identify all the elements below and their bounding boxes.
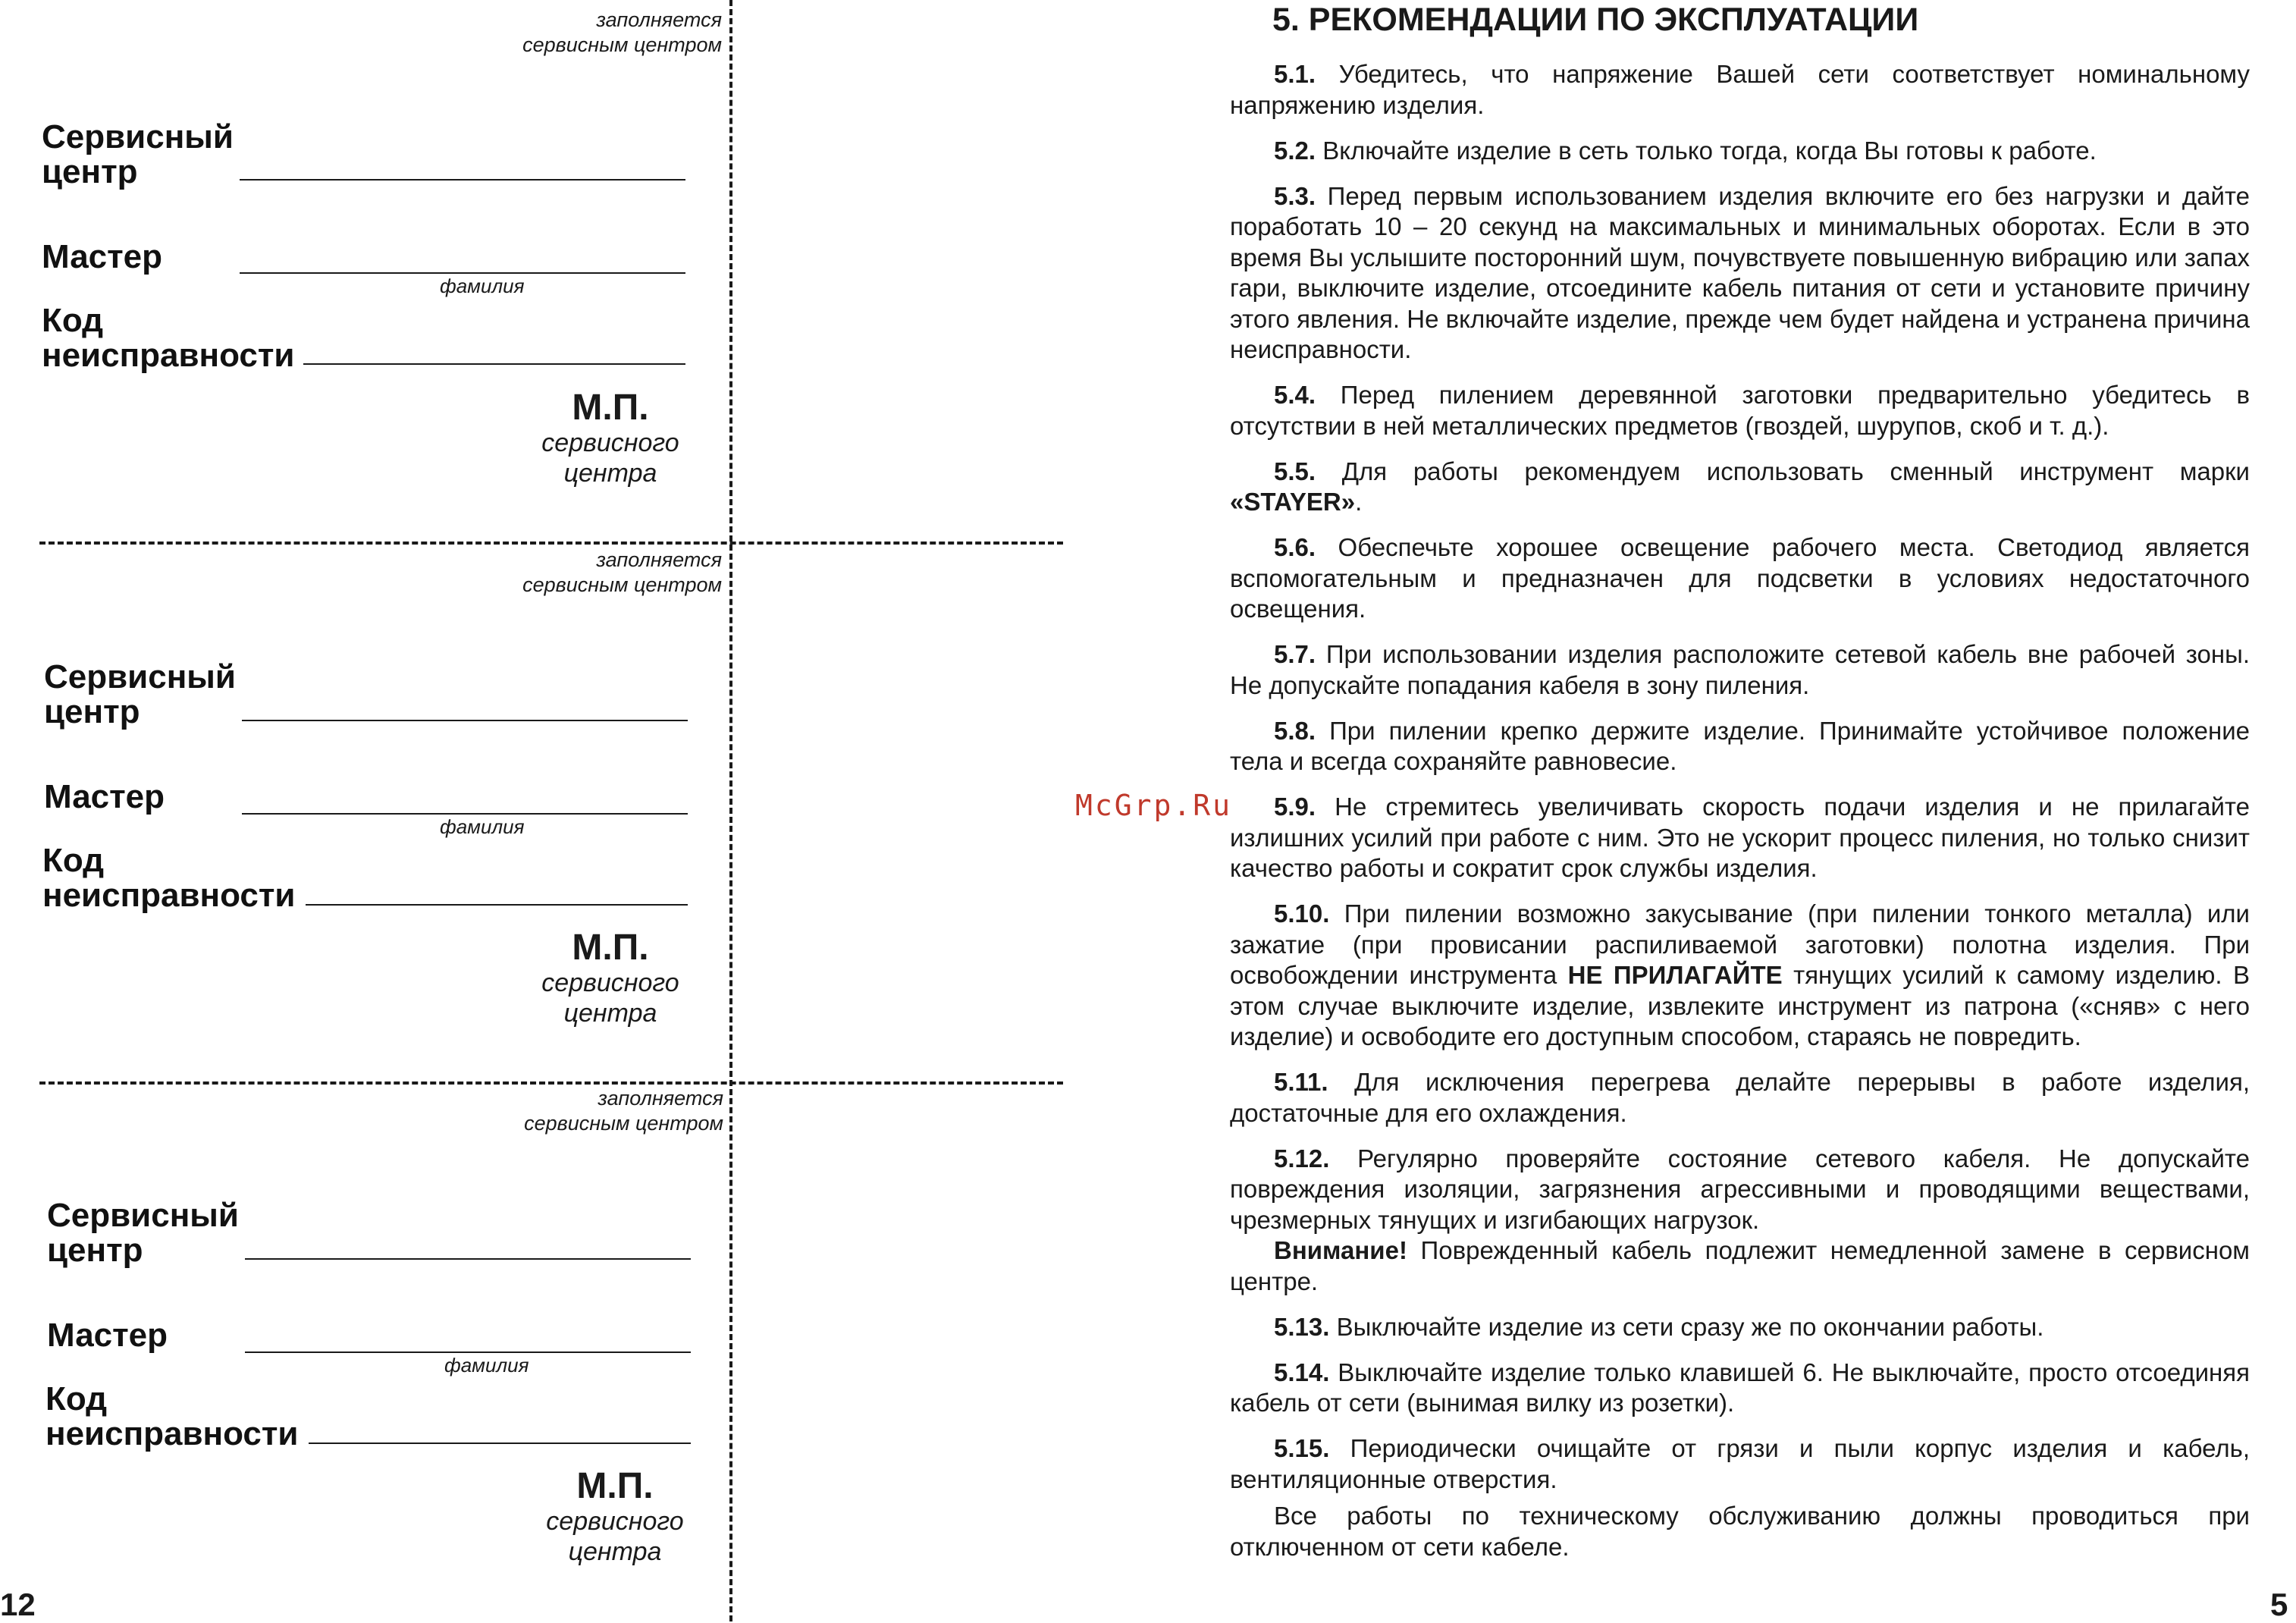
service-center-line[interactable] [245, 1258, 691, 1260]
watermark: McGrp.Ru [1075, 789, 1233, 822]
fault-code-line[interactable] [306, 904, 688, 906]
item-5-1: 5.1. Убедитесь, что напряжение Вашей сети соответствует номинальному напряжению изделия. [1230, 60, 2250, 119]
service-coupon [0, 0, 728, 531]
item-5-12: 5.12. Регулярно проверяйте состояние сетевого кабеля. Не допускайте повреждения изоляции, загрязнения агрессивными и проводящими веществами, чрезмерных тянущих и изгибающих нагрузок. [1230, 1144, 2250, 1234]
vertical-cut-line [729, 0, 732, 1621]
closing-paragraph: Все работы по техническому обслуживанию должны проводиться при отключенном от сети кабеле. [1230, 1502, 2250, 1561]
warning-note: Внимание! Поврежденный кабель подлежит немедленной замене в сервисном центре. [1230, 1236, 2250, 1295]
item-5-4: 5.4. Перед пилением деревянной заготовки предварительно убедитесь в отсутствии в ней металлических предметов (гвоздей, шурупов, скоб и т. д.). [1230, 381, 2251, 440]
service-coupon [0, 540, 728, 1071]
service-center-line[interactable] [242, 720, 688, 721]
fault-code-label: Код неисправности [45, 1380, 299, 1452]
item-5-15: 5.15. Периодически очищайте от грязи и пыли корпус изделия и кабель, вентиляционные отверстия. [1230, 1434, 2250, 1493]
service-center-label: Сервисный центр [44, 658, 236, 730]
stamp-area: М.П. сервисного центра [541, 928, 679, 1028]
fault-code-label: Код неисправности [42, 302, 295, 374]
item-5-7: 5.7. При использовании изделия расположите сетевой кабель вне рабочей зоны. Не допускайте попадания кабеля в зону пиления. [1230, 640, 2250, 699]
fault-code-line[interactable] [309, 1442, 691, 1444]
right-page-number: 5 [2270, 1587, 2288, 1622]
item-5-3: 5.3. Перед первым использованием изделия включите его без нагрузки и дайте поработать 10 – 20 секунд на максимальных и минимальных оборотах. Если в это время Вы услышите посторонний шум, почувствуете повышенную вибрацию или запах гари, выключите изделие, отсоедините кабель питания от сети и установите причину этого явления. Не включайте изделие, прежде чем будет найдена и устранена причина неисправности. [1230, 181, 2250, 363]
fill-note: заполняется сервисным центром [522, 548, 722, 596]
master-line[interactable] [242, 813, 688, 815]
item-5-5: 5.5. Для работы рекомендуем использовать сменный инструмент марки «STAYER». [1230, 457, 2250, 516]
fault-code-label: Код неисправности [42, 842, 296, 914]
item-5-13: 5.13. Выключайте изделие из сети сразу же по окончании работы. [1274, 1312, 2044, 1341]
stamp-area: М.П. сервисного центра [546, 1466, 684, 1566]
item-5-2: 5.2. Включайте изделие в сеть только тогда, когда Вы готовы к работе. [1274, 136, 2097, 165]
service-coupon [0, 1078, 728, 1609]
service-center-label: Сервисный центр [42, 118, 234, 190]
master-label: Мастер [44, 778, 165, 815]
item-5-14: 5.14. Выключайте изделие только клавишей 6. Не выключайте, просто отсоединяя кабель от сети (вынимая вилку из розетки). [1230, 1358, 2250, 1417]
item-5-9: 5.9. Не стремитесь увеличивать скорость подачи изделия и не прилагайте излишних усилий при работе с ним. Это не ускорит процесс пиления, но только снизит качество работы и сократит срок службы изделия. [1230, 793, 2251, 882]
recommendations-text [1230, 59, 2250, 1562]
fill-note: заполняется сервисным центром [522, 8, 722, 56]
master-line[interactable] [240, 272, 685, 274]
item-5-6: 5.6. Обеспечьте хорошее освещение рабочего места. Светодиод является вспомогательным и предназначен для подсветки в условиях недостаточного освещения. [1230, 533, 2251, 623]
service-center-label: Сервисный центр [47, 1197, 239, 1269]
item-5-11: 5.11. Для исключения перегрева делайте перерывы в работе изделия, достаточные для его охлаждения. [1230, 1068, 2250, 1127]
surname-caption: фамилия [440, 815, 525, 838]
item-5-10: 5.10. При пилении возможно закусывание (при пилении тонкого металла) или зажатие (при провисании распиливаемой заготовки) полотна изделия. При освобождении инструмента НЕ ПРИЛАГАЙТЕ тянущих усилий к самому изделию. В этом случае выключите изделие, извлеките инструмент из патрона («сняв» с него изделие) и освободите его доступным способом, стараясь не повредить. [1230, 899, 2250, 1050]
service-center-line[interactable] [240, 179, 685, 181]
master-line[interactable] [245, 1351, 691, 1353]
left-page-number: 12 [0, 1587, 36, 1622]
fault-code-line[interactable] [303, 363, 685, 365]
stamp-area: М.П. сервисного центра [541, 388, 679, 488]
fill-note: заполняется сервисным центром [524, 1087, 723, 1135]
surname-caption: фамилия [444, 1354, 529, 1377]
section-heading: 5. РЕКОМЕНДАЦИИ ПО ЭКСПЛУАТАЦИИ [1272, 2, 1919, 38]
item-5-8: 5.8. При пилении крепко держите изделие. Принимайте устойчивое положение тела и всегда сохраняйте равновесие. [1230, 716, 2250, 775]
master-label: Мастер [42, 238, 163, 275]
master-label: Мастер [47, 1317, 168, 1354]
surname-caption: фамилия [440, 275, 525, 297]
